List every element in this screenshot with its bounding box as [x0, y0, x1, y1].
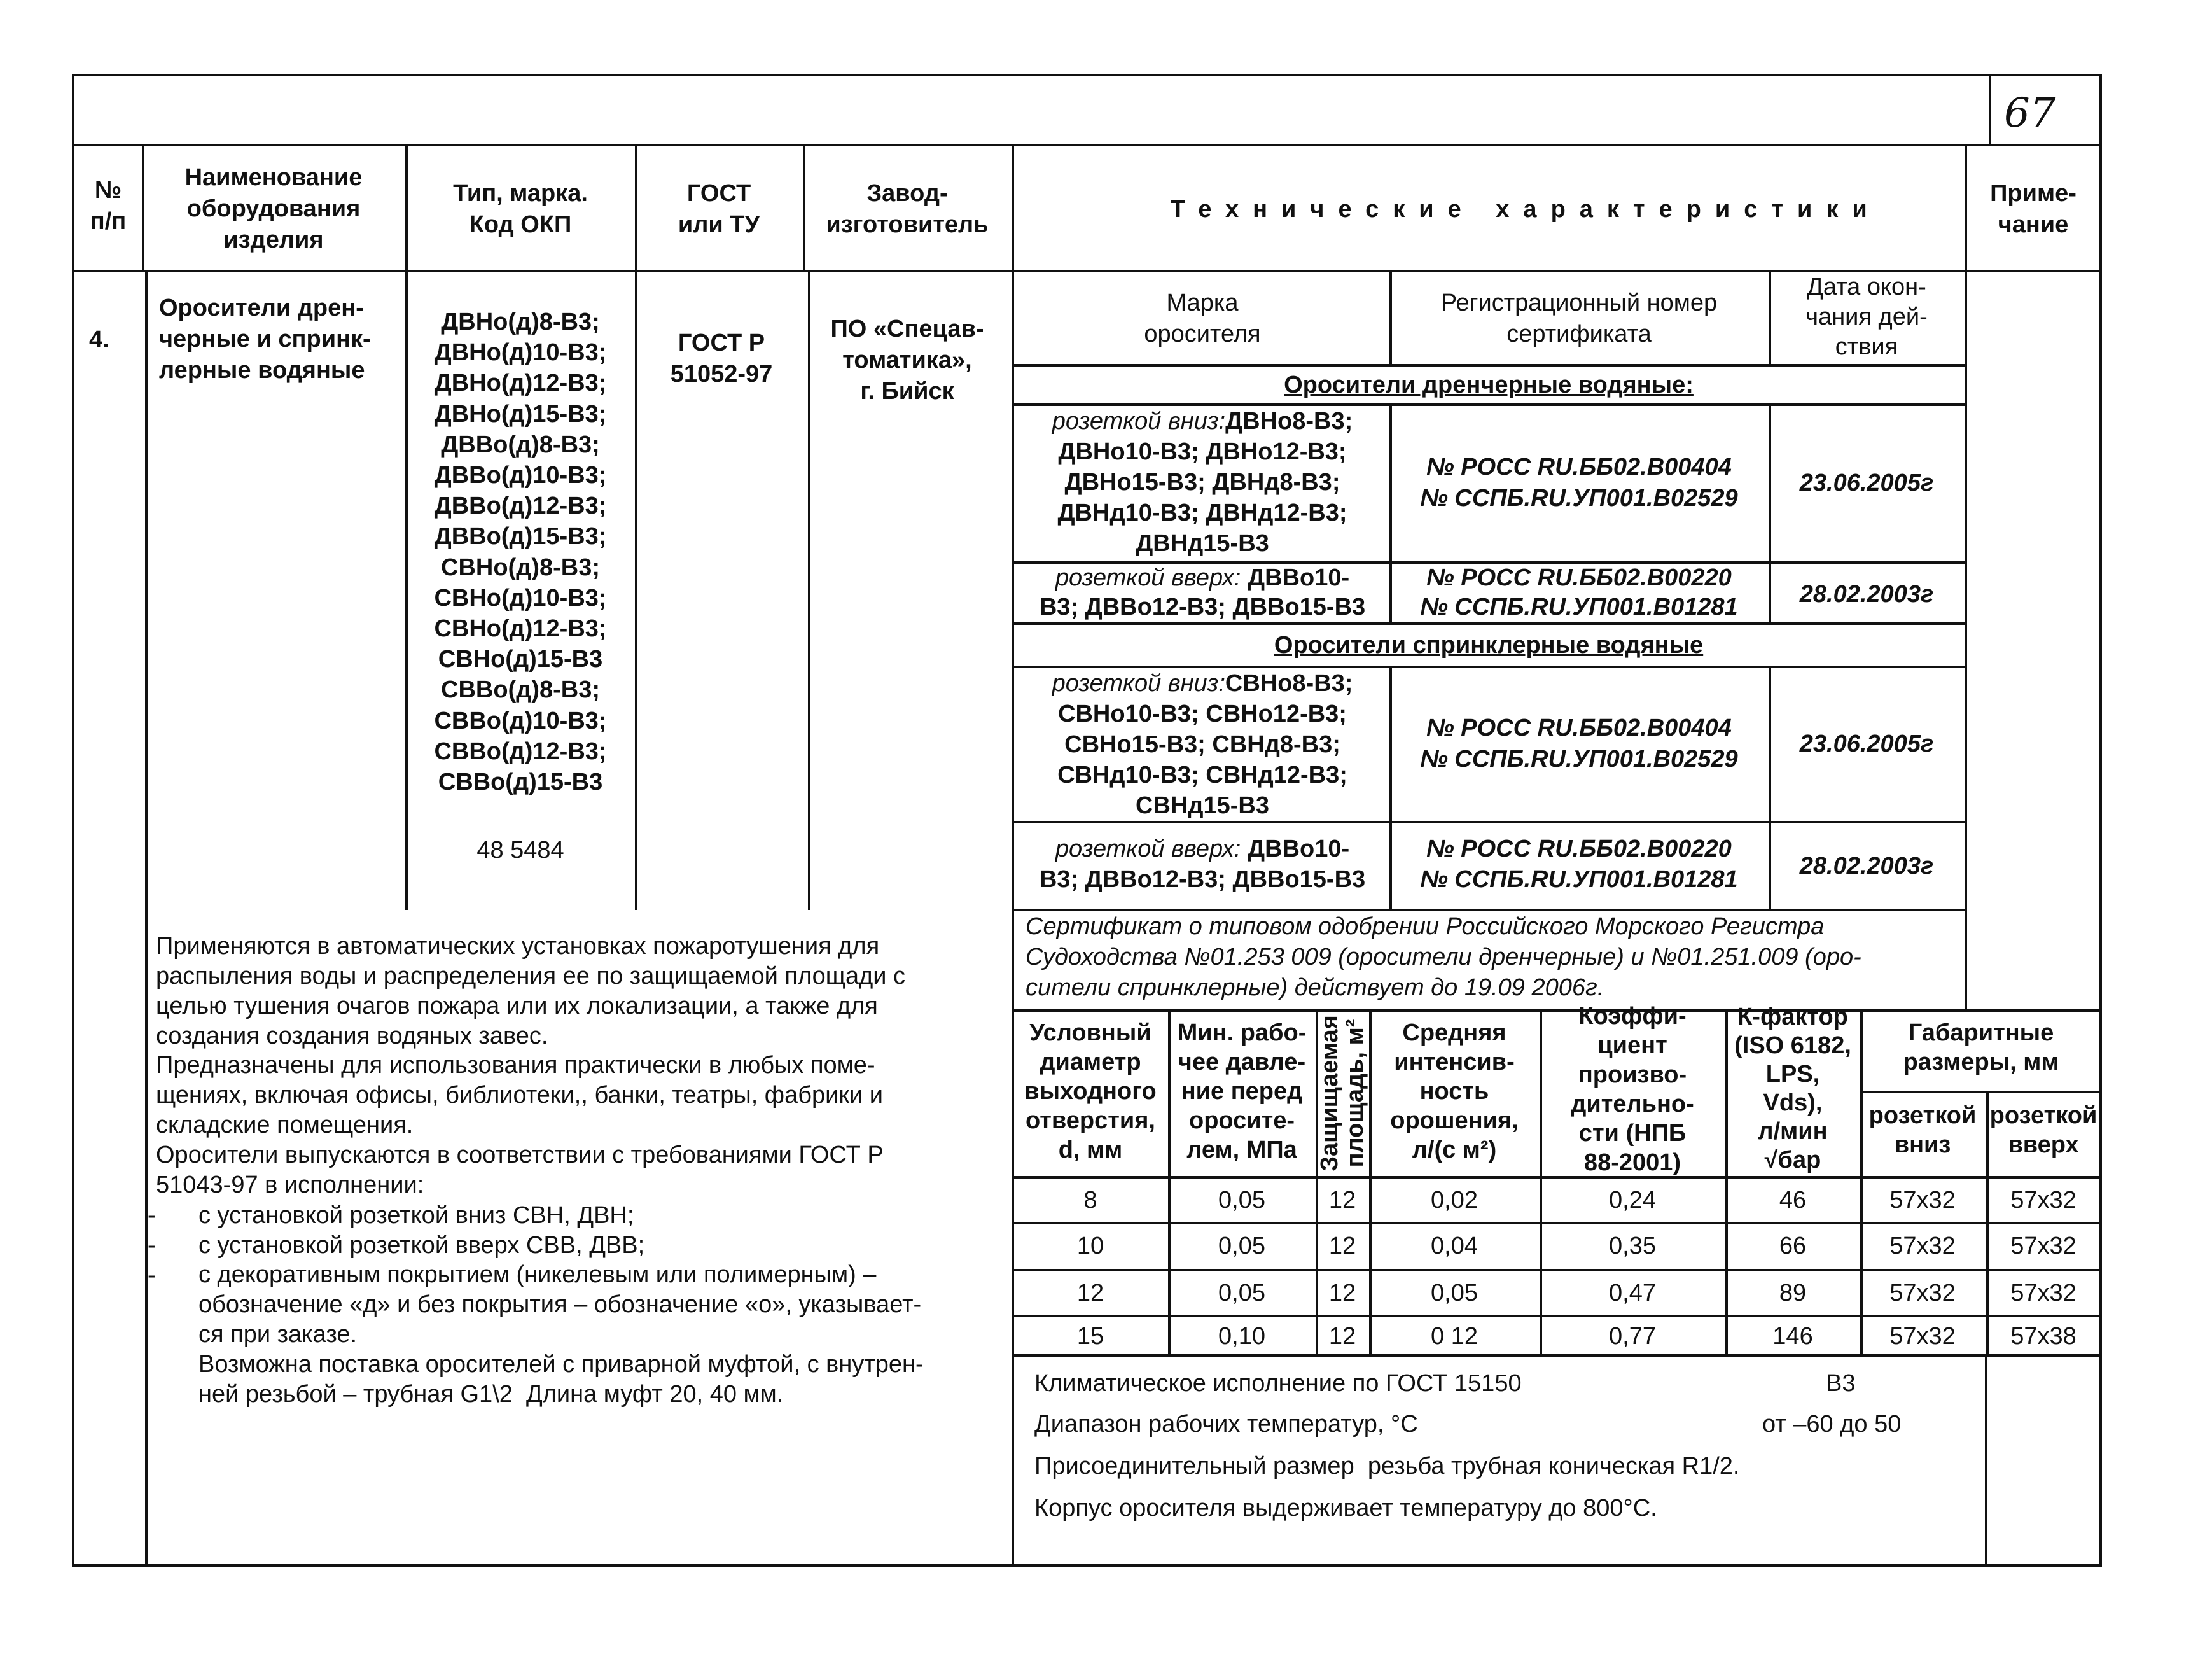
cell-up: 57x38 — [2010, 1323, 2076, 1350]
desc-b1: с установкой розеткой вниз СВН, ДВН; — [198, 1202, 634, 1229]
temp-label: Диапазон рабочих температур, °С — [1034, 1411, 1418, 1438]
climate-value: В3 — [1826, 1370, 1856, 1397]
header-num: № п/п — [90, 177, 127, 235]
cell-coef: 0,35 — [1609, 1233, 1656, 1259]
cert-reg: № РОСС RU.ББ02.В00220 № ССПБ.RU.УП001.В01281 — [1420, 564, 1738, 620]
param-header-pressure: Мин. рабо- чее давле- ние перед оросите- лем, МПа — [1177, 1019, 1307, 1163]
cert-reg: № РОСС RU.ББ02.В00220 № ССПБ.RU.УП001.В01281 — [1420, 836, 1738, 893]
cell-diam: 8 — [1083, 1187, 1097, 1214]
cell-area: 12 — [1328, 1187, 1356, 1214]
cell-kfactor: 66 — [1779, 1233, 1807, 1259]
desc-p3: Оросители выпускаются в соответствии с требованиями ГОСТ Р 51043-97 в исполнении: — [156, 1142, 884, 1198]
climate-label: Климатическое исполнение по ГОСТ 15150 — [1034, 1370, 1522, 1397]
cell-intensity: 0,02 — [1431, 1187, 1478, 1214]
desc-bullet-dash: - — [148, 1202, 156, 1229]
cell-diam: 15 — [1076, 1323, 1104, 1350]
param-header-diam: Условный диаметр выходного отверстия, d, мм — [1024, 1019, 1157, 1163]
header-gost: ГОСТ или ТУ — [678, 180, 760, 238]
header-tech: Технические характеристики — [1171, 196, 1881, 223]
item-num: 4. — [89, 326, 109, 353]
cell-down: 57x32 — [1889, 1323, 1956, 1350]
desc-bullet-dash: - — [148, 1262, 156, 1289]
cell-coef: 0,77 — [1609, 1323, 1656, 1350]
param-header-coef: Коэффи- циент произво- дительно- сти (НПБ 88-2001) — [1571, 1003, 1694, 1176]
cell-pressure: 0,05 — [1218, 1280, 1265, 1306]
cell-pressure: 0,05 — [1218, 1187, 1265, 1214]
desc-p2: Предназначены для использования практически в любых поме- щениях, включая офисы, библиотеки,, банки, театры, фабрики и складские помещения. — [156, 1052, 883, 1138]
cert-date: 23.06.2005г — [1799, 470, 1934, 496]
cell-kfactor: 146 — [1772, 1323, 1813, 1350]
header-note: Приме- чание — [1990, 180, 2076, 238]
cert-date: 23.06.2005г — [1799, 731, 1934, 757]
param-header-dims: Габаритные размеры, мм — [1903, 1019, 2059, 1075]
cert-mark: розеткой вниз:СВНо8-В3; СВНо10-В3; СВНо12-В3; СВНо15-В3; СВНд8-В3; СВНд10-В3; СВНд12-В3; СВНд15-В3 — [1052, 670, 1353, 819]
cell-kfactor: 46 — [1779, 1187, 1807, 1214]
cert-section-title: Оросители спринклерные водяные — [1274, 632, 1704, 659]
cert-header-reg: Регистрационный номер сертификата — [1440, 290, 1718, 347]
param-header-kfactor: К-фактор (ISO 6182, LPS, Vds), л/мин √бар — [1734, 1004, 1851, 1173]
cell-area: 12 — [1328, 1280, 1356, 1306]
cell-coef: 0,47 — [1609, 1280, 1656, 1306]
item-gost: ГОСТ Р 51052-97 — [670, 330, 773, 388]
cell-diam: 12 — [1076, 1280, 1104, 1306]
cert-section-title: Оросители дренчерные водяные: — [1284, 372, 1694, 398]
param-header-up: розеткой вверх — [1989, 1102, 2097, 1158]
item-types: ДВНо(д)8-В3; ДВНо(д)10-В3; ДВНо(д)12-В3; ДВНо(д)15-В3; ДВВо(д)8-В3; ДВВо(д)10-В3; ДВВо(д)12-В3; ДВВо(д)15-В3; СВНо(д)8-В3; СВНо(д)10-В3; СВНо(д)12-В3; СВНо(д)15-В3 СВВо(д)8-В3; СВВо(д)10-В3; СВВо(д)12-В3; СВВо(д)15-В3 — [434, 309, 607, 796]
cell-coef: 0,24 — [1609, 1187, 1656, 1214]
header-name: Наименование оборудования изделия — [184, 164, 363, 253]
desc-bullet-dash: - — [148, 1232, 156, 1259]
header-maker: Завод- изготовитель — [826, 180, 989, 238]
cell-intensity: 0,04 — [1431, 1233, 1478, 1259]
cell-up: 57x32 — [2010, 1233, 2076, 1259]
cell-area: 12 — [1328, 1323, 1356, 1350]
cell-down: 57x32 — [1889, 1187, 1956, 1214]
desc-b2: с установкой розеткой вверх СВВ, ДВВ; — [198, 1232, 645, 1259]
desc-p1: Применяются в автоматических установках пожаротушения для распыления воды и распределения ее по защищаемой площади с целью тушения очагов пожара или их локализации, а также для создания создания водяных завес. — [156, 933, 906, 1049]
cell-area: 12 — [1328, 1233, 1356, 1259]
item-name: Оросители дрен- черные и спринк- лерные водяные — [159, 295, 371, 384]
cell-up: 57x32 — [2010, 1187, 2076, 1214]
cell-pressure: 0,05 — [1218, 1233, 1265, 1259]
thread-text: Присоединительный размер резьба трубная коническая R1/2. — [1034, 1453, 1740, 1480]
cert-date: 28.02.2003г — [1799, 581, 1934, 608]
item-okp: 48 5484 — [476, 837, 564, 864]
cert-header-mark: Марка оросителя — [1144, 290, 1261, 347]
cell-down: 57x32 — [1889, 1233, 1956, 1259]
desc-p4: Возможна поставка оросителей с приварной муфтой, с внутрен- ней резьбой – трубная G1\2 Длина муфт 20, 40 мм. — [198, 1351, 924, 1408]
cell-intensity: 0,05 — [1431, 1280, 1478, 1306]
desc-b3: с декоративным покрытием (никелевым или полимерным) – обозначение «д» и без покрытия – обозначение «о», указывает- ся при заказе. — [198, 1261, 922, 1348]
cert-reg: № РОСС RU.ББ02.В00404 № ССПБ.RU.УП001.В02529 — [1420, 454, 1738, 512]
cert-reg: № РОСС RU.ББ02.В00404 № ССПБ.RU.УП001.В02529 — [1420, 715, 1738, 773]
param-header-intensity: Средняя интенсив- ность орошения, л/(с м²) — [1390, 1019, 1519, 1163]
cell-intensity: 0 12 — [1431, 1323, 1478, 1350]
cell-pressure: 0,10 — [1218, 1323, 1265, 1350]
cell-down: 57x32 — [1889, 1280, 1956, 1306]
cert-date: 28.02.2003г — [1799, 853, 1934, 879]
cell-kfactor: 89 — [1779, 1280, 1807, 1306]
registry-note: Сертификат о типовом одобрении Российского Морского Регистра Судоходства №01.253 009 (оросители дренчерные) и №01.251.009 (оро- сители спринклерные) действует до 19.09 2006г. — [1026, 913, 1861, 1001]
item-maker: ПО «Спецав- томатика», г. Бийск — [830, 316, 984, 405]
cert-mark: розеткой вниз:ДВНо8-В3; ДВНо10-В3; ДВНо12-В3; ДВНо15-В3; ДВНд8-В3; ДВНд10-В3; ДВНд12-В3; ДВНд15-В3 — [1052, 408, 1353, 557]
temp-value: от –60 до 50 — [1762, 1411, 1902, 1438]
cert-header-date: Дата окон- чания дей- ствия — [1805, 274, 1928, 360]
header-type: Тип, марка. Код ОКП — [453, 180, 588, 238]
cert-mark: розеткой вверх: ДВВо10- В3; ДВВо12-В3; ДВВо15-В3 — [1039, 564, 1366, 620]
cert-mark: розеткой вверх: ДВВо10- В3; ДВВо12-В3; ДВВо15-В3 — [1039, 836, 1366, 893]
param-header-down: розеткой вниз — [1868, 1102, 1977, 1158]
cell-up: 57x32 — [2010, 1280, 2076, 1306]
page-number: 67 — [2004, 90, 2056, 137]
param-header-area: Защищаемая площадь, м² — [1316, 1015, 1368, 1172]
body-temp-text: Корпус оросителя выдерживает температуру до 800°С. — [1034, 1495, 1657, 1522]
cell-diam: 10 — [1076, 1233, 1104, 1259]
